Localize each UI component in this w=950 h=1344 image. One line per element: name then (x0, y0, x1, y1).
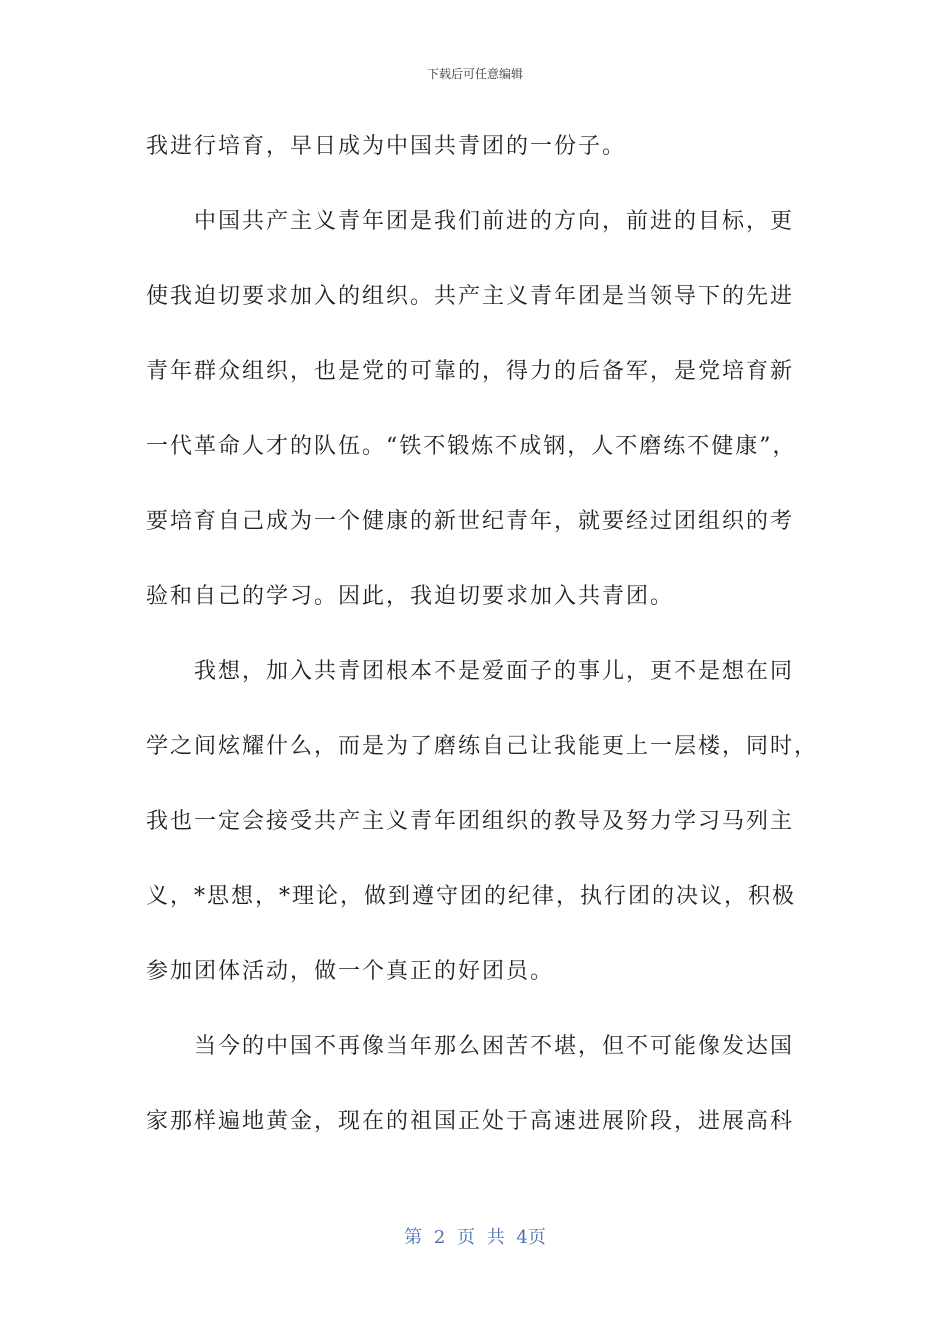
text-line: 要培育自己成为一个健康的新世纪青年，就要经过团组织的考 (146, 509, 795, 534)
page-header: 下载后可任意编辑 (426, 67, 523, 81)
text-line: 家那样遍地黄金，现在的祖国正处于高速进展阶段，进展高科 (146, 1109, 795, 1134)
page-number-footer: 第 2 页 共 4页 (404, 1227, 546, 1248)
text-line: 参加团体活动，做一个真正的好团员。 (146, 959, 555, 984)
body-text (146, 127, 819, 1177)
paragraph-start-line: 当今的中国不再像当年那么困苦不堪，但不可能像发达国 (194, 1034, 795, 1059)
text-line: 青年群众组织，也是党的可靠的，得力的后备军，是党培育新 (146, 359, 795, 384)
text-line: 使我迫切要求加入的组织。共产主义青年团是当领导下的先进 (146, 284, 795, 309)
text-line: 我也一定会接受共产主义青年团组织的教导及努力学习马列主 (146, 809, 795, 834)
text-line: 一代革命人才的队伍。“铁不锻炼不成钢，人不磨练不健康”， (146, 434, 797, 459)
paragraph-start-line: 我想，加入共青团根本不是爱面子的事儿，更不是想在同 (194, 659, 795, 684)
text-line: 学之间炫耀什么，而是为了磨练自己让我能更上一层楼，同时， (146, 734, 819, 759)
paragraph-start-line: 中国共产主义青年团是我们前进的方向，前进的目标，更 (194, 209, 795, 234)
text-line: 义，*思想，*理论，做到遵守团的纪律，执行团的决议，积极 (146, 884, 797, 909)
text-line: 我进行培育，早日成为中国共青团的一份子。 (146, 134, 627, 159)
text-line: 验和自己的学习。因此，我迫切要求加入共青团。 (146, 584, 675, 609)
